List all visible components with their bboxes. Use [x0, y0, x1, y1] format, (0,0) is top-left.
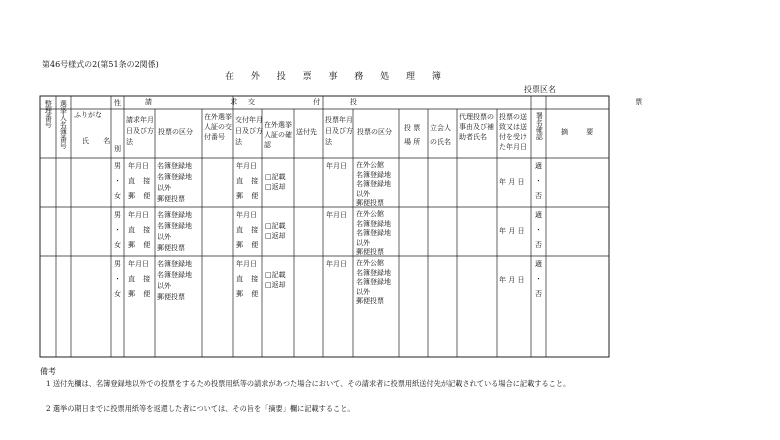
header-sofu: 投票の送致又は送付を受けた年月日 [499, 113, 527, 151]
header-tachiai: 立会人の氏名 [430, 124, 451, 146]
row-3-request-kubun: 名簿登録地 [157, 260, 192, 268]
row-3-request-kubun: 以外 [157, 282, 171, 290]
row-2-vote-kubun: 以外 [356, 238, 370, 247]
row-3-vote-kubun: 在外公館 [356, 259, 384, 267]
header-tohyo-kubun: 投票の区分 [158, 128, 193, 136]
row-1-request-date: 郵 便 [128, 192, 154, 200]
row-3-request-kubun: 名簿登録地 [157, 271, 192, 279]
row-3-sex: 女 [114, 290, 121, 298]
polling-district-label: 投票区名 [524, 85, 556, 94]
row-1-signature-check: 否 [535, 192, 542, 200]
row-1-request-kubun: 郵便投票 [157, 195, 185, 203]
row-2-vote-kubun: 郵便投票 [356, 248, 384, 256]
row-3-received-date: 年 月 日 [499, 276, 525, 284]
row-3-request-date: 直 接 [128, 275, 154, 283]
row-2-request-date: 年月日 [128, 211, 149, 219]
row-1-vote-kubun: 以外 [356, 189, 370, 198]
row-3-request-kubun: 郵便投票 [157, 293, 185, 301]
header-sei: 性 [114, 99, 121, 107]
row-3-request-date: 年月日 [128, 260, 149, 268]
form-title: 在 外 投 票 事 務 処 理 簿 [225, 72, 448, 82]
header-zaigai-senkyo: 在外選挙人証の交付番号 [204, 113, 232, 141]
row-1-card-check: □記載 [265, 173, 286, 181]
row-1-signature-check: ・ [535, 177, 542, 185]
row-2-request-kubun: 名簿登録地 [157, 211, 192, 219]
header-kofu: 交 付 [248, 98, 349, 106]
row-2-signature-check: 否 [535, 241, 542, 249]
row-1-received-date: 年 月 日 [499, 178, 525, 186]
row-2-sex: ・ [114, 226, 121, 234]
row-1-request-kubun: 名簿登録地 [157, 162, 192, 170]
header-tohyo: 投 票 [350, 98, 780, 106]
row-2-sex: 女 [114, 241, 121, 249]
row-2-signature-check: ・ [535, 226, 542, 234]
header-seikyu: 請 求 [145, 98, 276, 106]
row-2-issue-date: 直 接 [236, 226, 262, 234]
row-2-vote-date: 年月日 [326, 211, 347, 219]
form-number-label: 第46号様式の2(第51条の2関係) [42, 60, 159, 69]
row-2-request-kubun: 以外 [157, 233, 171, 241]
row-2-received-date: 年 月 日 [499, 227, 525, 235]
row-2-request-kubun: 名簿登録地 [157, 222, 192, 230]
row-1-vote-date: 年月日 [326, 162, 347, 170]
row-1-request-kubun: 名簿登録地 [157, 173, 192, 181]
header-shimei: 氏 名 [82, 137, 117, 145]
note-2: 2 選挙の期日までに投票用紙等を返還した者については、その旨を「摘要」欄に記載すること。 [46, 404, 355, 413]
row-2-vote-kubun: 名簿登録地 [356, 229, 391, 237]
header-betsu: 別 [114, 145, 121, 153]
row-1-vote-kubun: 名簿登録地 [356, 170, 391, 179]
row-3-sex: ・ [114, 275, 121, 283]
row-1-sex: 女 [114, 192, 121, 200]
header-tohyo-kubun-2: 投票の区分 [357, 128, 392, 136]
row-1-sex: 男 [114, 162, 121, 170]
header-dairi: 代理投票の事由及び補助者氏名 [459, 113, 494, 141]
row-1-vote-kubun: 在外公館 [356, 161, 384, 169]
row-1-issue-date: 郵 便 [236, 192, 262, 200]
row-3-sex: 男 [114, 260, 121, 268]
row-3-issue-date: 年月日 [236, 260, 257, 268]
row-2-issue-date: 年月日 [236, 211, 257, 219]
row-1-request-date: 直 接 [128, 177, 154, 185]
header-seiri: 整理番号 [44, 100, 53, 128]
row-2-signature-check: 適 [535, 211, 542, 219]
row-3-signature-check: 否 [535, 290, 542, 298]
row-2-request-date: 郵 便 [128, 241, 154, 249]
row-3-signature-check: ・ [535, 275, 542, 283]
row-2-vote-kubun: 名簿登録地 [356, 219, 391, 228]
header-tekiyo: 摘 要 [561, 128, 602, 136]
row-2-card-check: □返却 [265, 232, 286, 240]
header-senkyo-meibo: 選挙人名簿番号 [59, 100, 68, 149]
row-1-request-kubun: 以外 [157, 184, 171, 192]
note-1: 1 送付先欄は、名簿登録地以外での投票をするため投票用紙等の請求があつた場合において、その請求者に投票用紙送付先が記載されている場合に記載すること。 [46, 379, 571, 388]
header-shomei: 署名確認 [535, 112, 544, 140]
header-kofu-date: 交付年月日及び方法 [235, 116, 263, 146]
row-2-sex: 男 [114, 211, 121, 219]
row-1-sex: ・ [114, 177, 121, 185]
row-3-vote-date: 年月日 [326, 260, 347, 268]
row-1-request-date: 年月日 [128, 162, 149, 170]
row-3-card-check: □記載 [265, 271, 286, 279]
row-1-vote-kubun: 名簿登録地 [356, 180, 391, 188]
row-2-request-date: 直 接 [128, 226, 154, 234]
row-1-vote-kubun: 郵便投票 [356, 199, 384, 207]
row-2-card-check: □記載 [265, 222, 286, 230]
header-furigana: ふりがな [74, 111, 102, 119]
row-1-issue-date: 年月日 [236, 162, 257, 170]
row-1-issue-date: 直 接 [236, 177, 262, 185]
row-3-signature-check: 適 [535, 260, 542, 268]
row-1-card-check: □返却 [265, 183, 286, 191]
row-3-request-date: 郵 便 [128, 290, 154, 298]
row-1-signature-check: 適 [535, 162, 542, 170]
notes-title: 備考 [40, 367, 56, 376]
row-3-issue-date: 郵 便 [236, 290, 262, 298]
header-tohyo-date: 投票年月日及び方法 [325, 116, 353, 146]
row-3-vote-kubun: 郵便投票 [356, 297, 384, 305]
header-seikyu-date: 請求年月日及び方法 [126, 116, 154, 146]
header-tohyo-basho: 投 票 場 所 [404, 124, 421, 146]
row-2-issue-date: 郵 便 [236, 241, 262, 249]
row-3-card-check: □返却 [265, 281, 286, 289]
row-2-request-kubun: 郵便投票 [157, 244, 185, 252]
row-3-issue-date: 直 接 [236, 275, 262, 283]
row-3-vote-kubun: 名簿登録地 [356, 268, 391, 277]
row-3-vote-kubun: 以外 [356, 287, 370, 296]
header-sofusaki: 送付先 [296, 128, 317, 136]
row-2-vote-kubun: 在外公館 [356, 210, 384, 218]
row-3-vote-kubun: 名簿登録地 [356, 278, 391, 286]
header-zaigai-kakunin: 在外選挙人証の確認 [264, 121, 292, 149]
